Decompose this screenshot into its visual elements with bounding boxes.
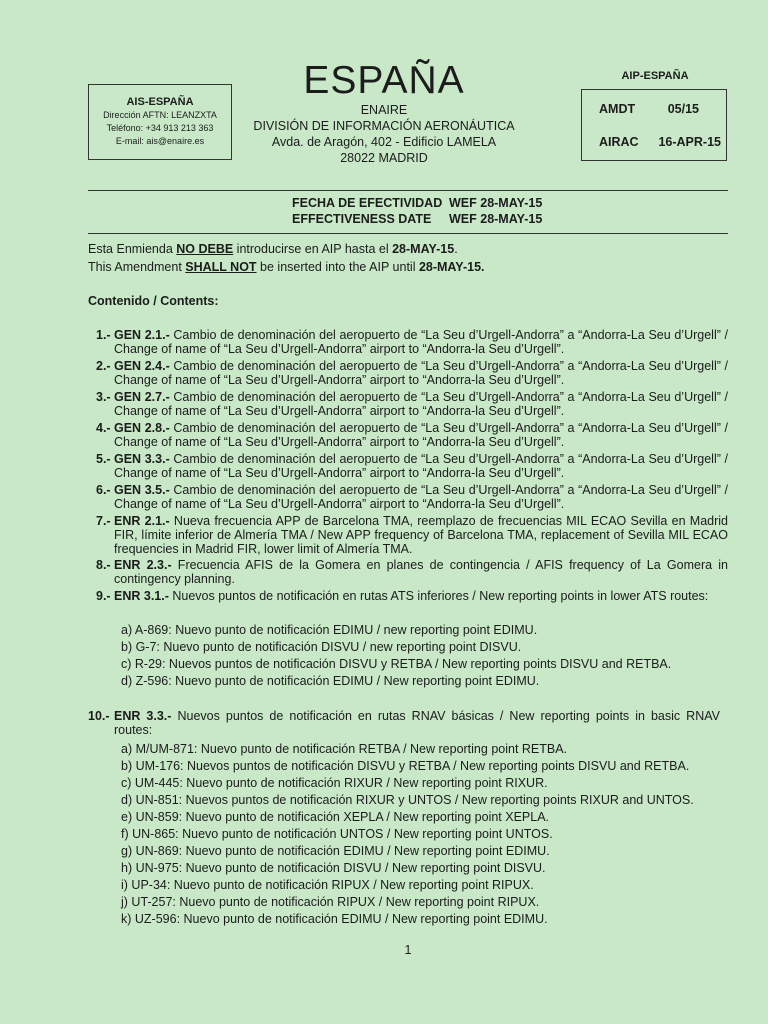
sub-item: c) R-29: Nuevos puntos de notificación DISVU y RETBA / New reporting points DISVU and RETBA. [121,657,672,671]
issuer-name: ENAIRE [360,103,408,117]
sub-item: b) G-7: Nuevo punto de notificación DISVU / new reporting point DISVU. [121,640,522,654]
phone: Teléfono: +34 913 213 363 [106,123,214,133]
contents-heading: Contenido / Contents: [88,294,219,308]
list-item: 2.- GEN 2.4.- Cambio de denominación del aeropuerto de “La Seu d’Urgell-Andorra” a “Andorra-La Seu d’Urgell” / Change of name of “La Seu d’Urgell-Andorra” airport to “Andorra-la Seu d’Urgell”. [96,359,729,387]
effectivity-es [292,195,542,211]
issuer-division: DIVISIÓN DE INFORMACIÓN AERONÁUTICA [253,119,515,133]
issuer-address: Avda. de Aragón, 402 - Edificio LAMELA [271,135,497,149]
sub-item: d) UN-851: Nuevos puntos de notificación RIXUR y UNTOS / New reporting points RIXUR and UNTOS. [121,793,694,807]
sub-item: k) UZ-596: Nuevo punto de notificación EDIMU / New reporting point EDIMU. [121,912,548,926]
amdt-key: AMDT [599,102,636,116]
sub10-list [121,741,694,928]
notice-en: This Amendment SHALL NOT be inserted into the AIP until 28-MAY-15. [88,260,485,274]
effectivity-en-label: EFFECTIVENESS DATE [292,212,432,226]
amendment-box [581,89,727,161]
issuer-city: 28022 MADRID [340,151,428,165]
notice-es: Esta Enmienda NO DEBE introducirse en AIP hasta el 28-MAY-15. [88,242,458,256]
divider-top [88,190,728,191]
sub-item: b) UM-176: Nuevos puntos de notificación DISVU y RETBA / New reporting points DISVU and RETBA. [121,759,690,773]
ais-contact-box [88,84,232,160]
sub-item: a) M/UM-871: Nuevo punto de notificación RETBA / New reporting point RETBA. [121,742,568,756]
sub-item: j) UT-257: Nuevo punto de notificación RIPUX / New reporting point RIPUX. [121,895,540,909]
airac-key: AIRAC [599,135,639,149]
list-item: 3.- GEN 2.7.- Cambio de denominación del aeropuerto de “La Seu d’Urgell-Andorra” a “Andorra-La Seu d’Urgell” / Change of name of “La Seu d’Urgell-Andorra” airport to “Andorra-la Seu d’Urgell”. [96,390,729,418]
aftn-address: Dirección AFTN: LEANZXTA [103,110,217,120]
aip-label: AIP-ESPAÑA [621,70,689,82]
ais-title: AIS-ESPAÑA [126,96,194,108]
notice-en-emphasis: SHALL NOT [185,260,257,274]
amdt-value: 05/15 [667,102,699,116]
sub-item: f) UN-865: Nuevo punto de notificación UNTOS / New reporting point UNTOS. [121,827,553,841]
list-item: 10.- ENR 3.3.- Nuevos puntos de notificación en rutas RNAV básicas / New reporting points in basic RNAV routes: [88,709,720,737]
effectivity-en [292,211,542,227]
list-item: 5.- GEN 3.3.- Cambio de denominación del aeropuerto de “La Seu d’Urgell-Andorra” a “Andorra-La Seu d’Urgell” / Change of name of “La Seu d’Urgell-Andorra” airport to “Andorra-la Seu d’Urgell”. [96,452,729,480]
effectivity-es-label: FECHA DE EFECTIVIDAD [292,196,443,210]
country-title: ESPAÑA [303,59,465,102]
sub-item: e) UN-859: Nuevo punto de notificación XEPLA / New reporting point XEPLA. [121,810,550,824]
sub-item: c) UM-445: Nuevo punto de notificación RIXUR / New reporting point RIXUR. [121,776,548,790]
issuer-block [230,102,538,166]
notice-es-date: 28-MAY-15 [392,242,455,256]
list-item: 9.- ENR 3.1.- Nuevos puntos de notificación en rutas ATS inferiores / New reporting points in lower ATS routes: [96,589,709,603]
sub9-list [121,622,671,690]
notice-es-emphasis: NO DEBE [176,242,234,256]
divider-bottom [88,233,728,234]
list-item: 6.- GEN 3.5.- Cambio de denominación del aeropuerto de “La Seu d’Urgell-Andorra” a “Andorra-La Seu d’Urgell” / Change of name of “La Seu d’Urgell-Andorra” airport to “Andorra-la Seu d’Urgell”. [96,483,729,511]
airac-value: 16-APR-15 [658,135,721,149]
sub-item: a) A-869: Nuevo punto de notificación EDIMU / new reporting point EDIMU. [121,623,538,637]
list-item: 4.- GEN 2.8.- Cambio de denominación del aeropuerto de “La Seu d’Urgell-Andorra” a “Andorra-La Seu d’Urgell” / Change of name of “La Seu d’Urgell-Andorra” airport to “Andorra-la Seu d’Urgell”. [96,421,729,449]
sub-item: g) UN-869: Nuevo punto de notificación EDIMU / New reporting point EDIMU. [121,844,550,858]
page-number: 1 [404,943,412,957]
email: E-mail: ais@enaire.es [115,136,205,146]
list-item: 1.- GEN 2.1.- Cambio de denominación del aeropuerto de “La Seu d’Urgell-Andorra” a “Andorra-La Seu d’Urgell” / Change of name of “La Seu d’Urgell-Andorra” airport to “Andorra-la Seu d’Urgell”. [96,328,729,356]
sub-item: d) Z-596: Nuevo punto de notificación EDIMU / New reporting point EDIMU. [121,674,540,688]
list-item: 7.- ENR 2.1.- Nueva frecuencia APP de Barcelona TMA, reemplazo de frecuencias MIL ECAO Sevilla en Madrid FIR, límite inferior de Almería TMA / New APP frequency of Barcelona TMA, replacement of Sevilla MIL ECAO frequencies in Madrid FIR, lower limit of Almería TMA. [96,514,728,556]
sub-item: h) UN-975: Nuevo punto de notificación DISVU / New reporting point DISVU. [121,861,546,875]
effectivity-es-value: WEF 28-MAY-15 [449,196,543,210]
effectivity-en-value: WEF 28-MAY-15 [449,212,543,226]
sub-item: i) UP-34: Nuevo punto de notificación RIPUX / New reporting point RIPUX. [121,878,534,892]
list-item: 8.- ENR 2.3.- Frecuencia AFIS de la Gomera en planes de contingencia / AFIS frequency of La Gomera in contingency planning. [96,558,728,586]
notice-en-date: 28-MAY-15. [418,260,485,274]
